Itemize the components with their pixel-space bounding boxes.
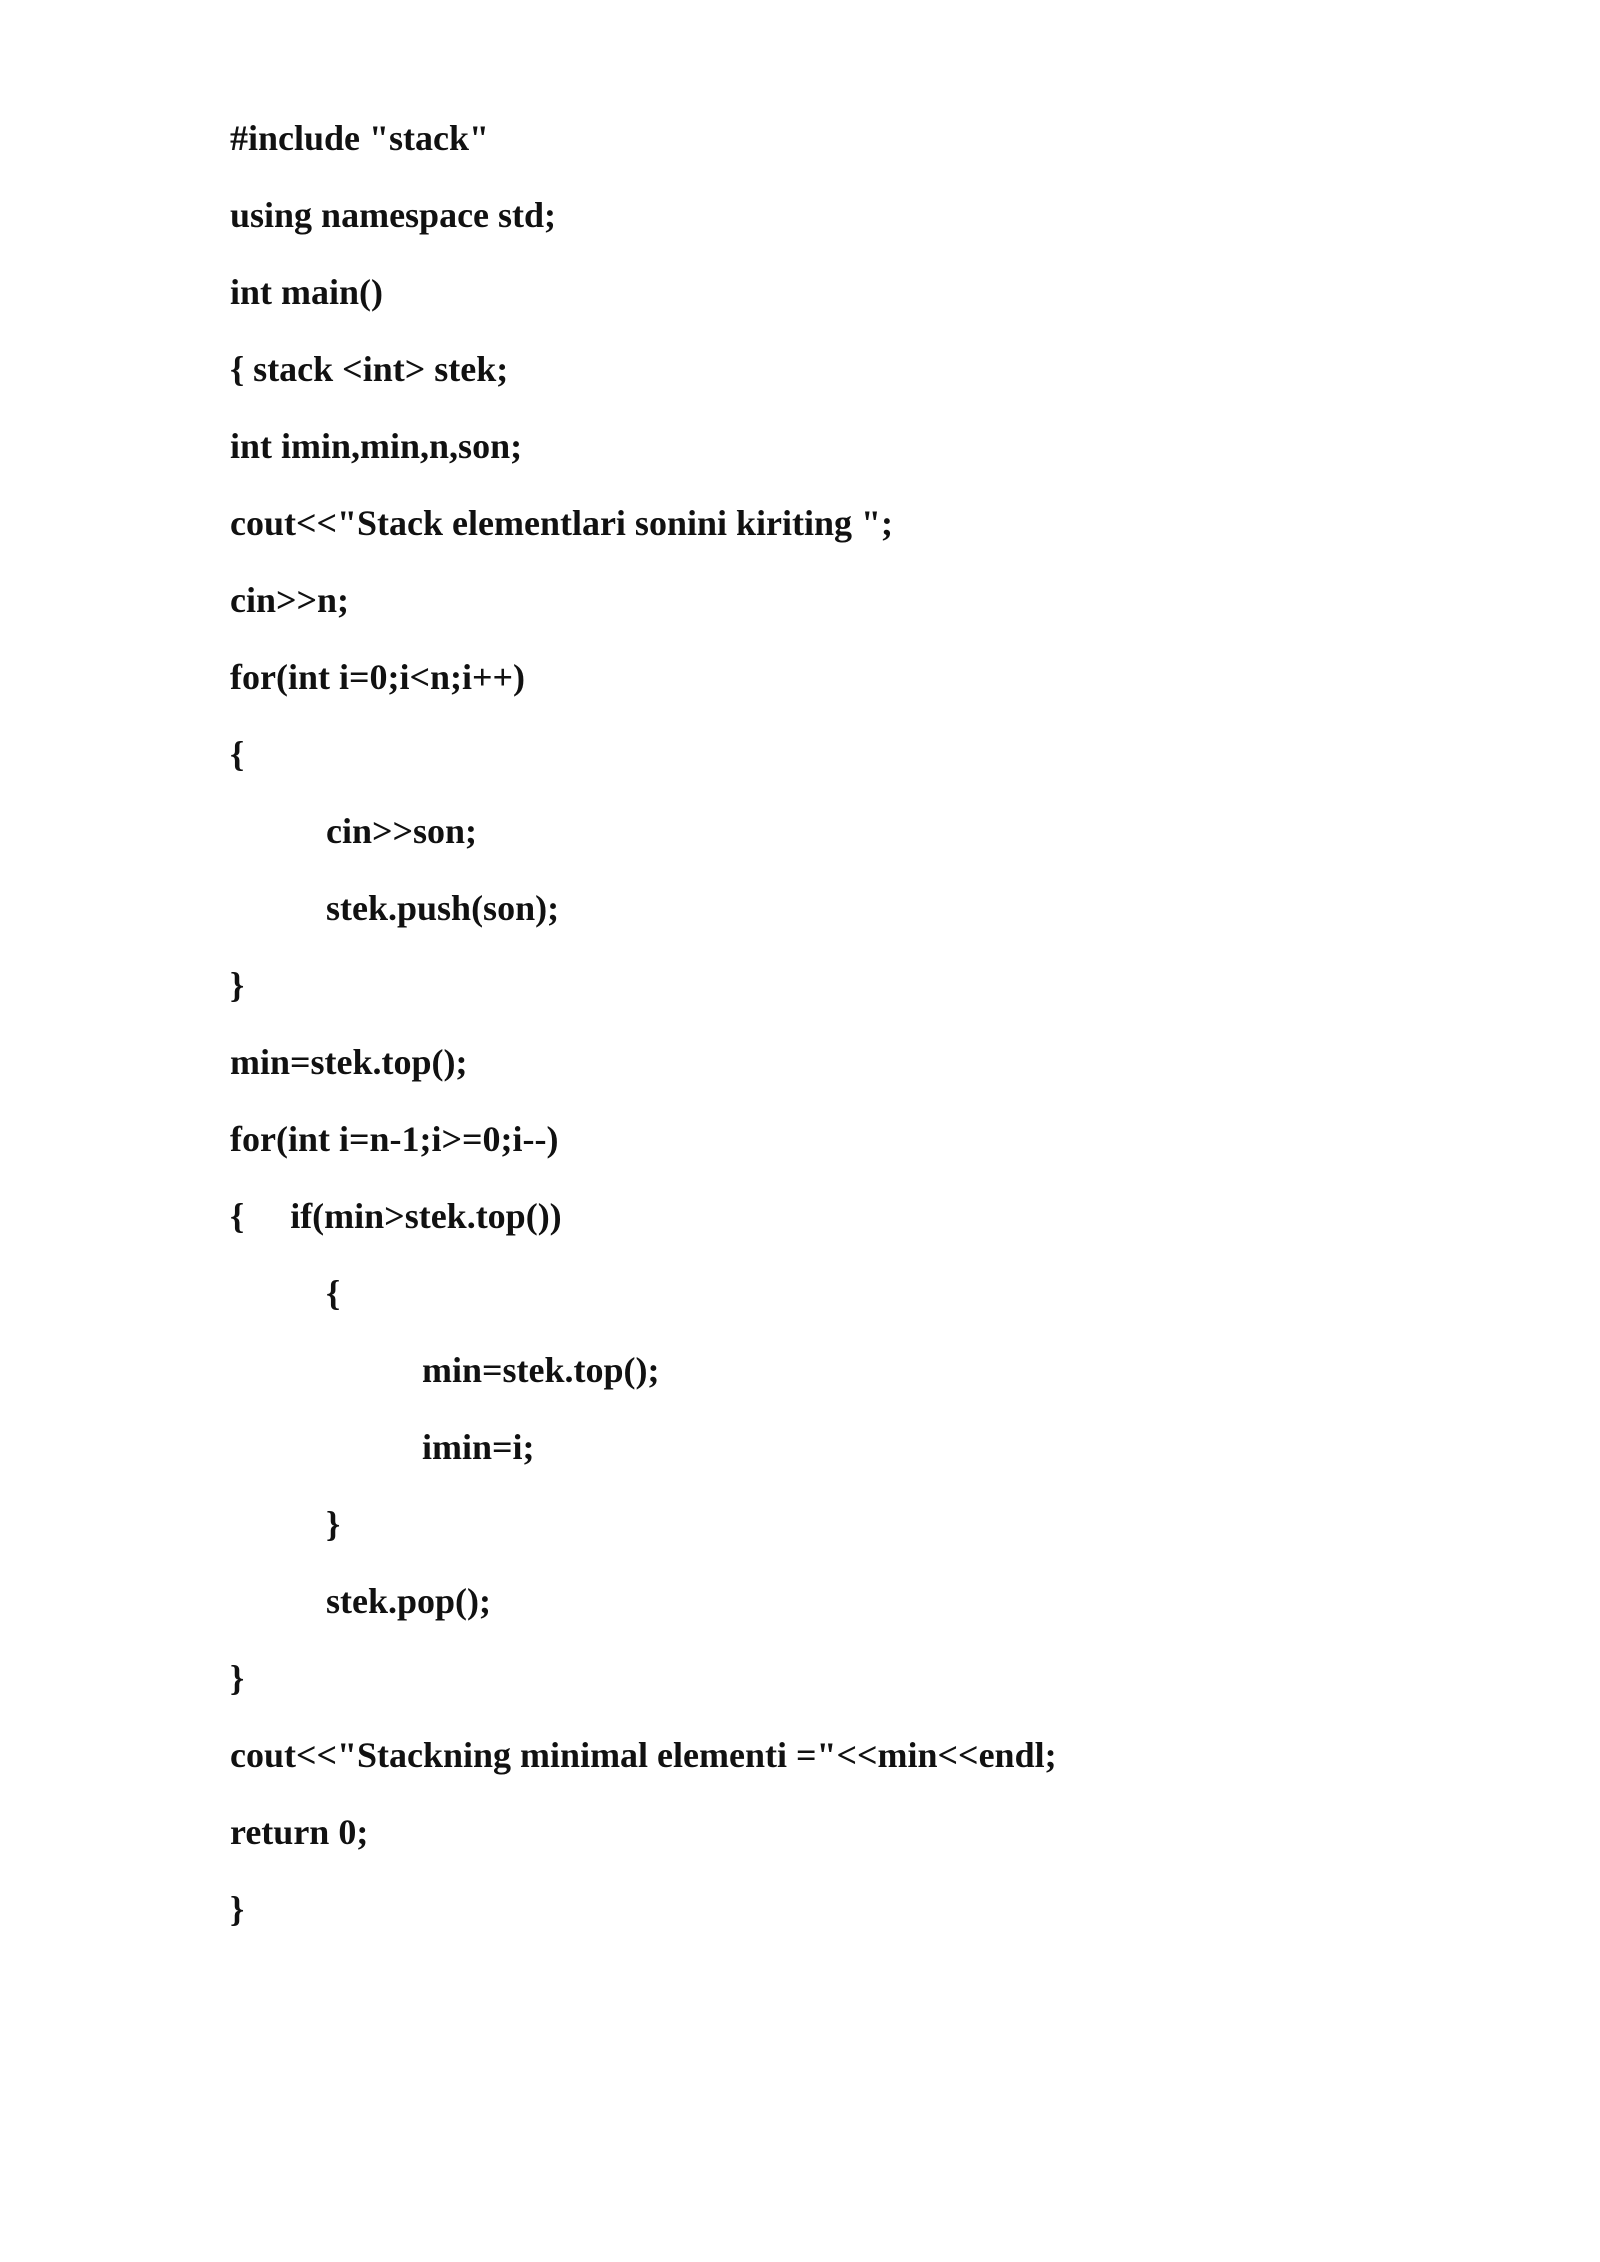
code-line: #include "stack" — [230, 118, 489, 158]
code-line: cout<<"Stackning minimal elementi ="<<min<<endl; — [230, 1735, 1057, 1775]
code-line: } — [230, 965, 245, 1005]
code-line: } — [326, 1504, 341, 1544]
code-line: min=stek.top(); — [230, 1042, 468, 1082]
code-line: int main() — [230, 272, 383, 312]
code-line — [230, 1190, 1057, 1267]
code-line: cin>>son; — [326, 811, 478, 851]
code-statement: if(min>stek.top()) — [290, 1196, 562, 1236]
code-brace: { — [230, 1196, 245, 1236]
code-line: for(int i=n-1;i>=0;i--) — [230, 1119, 559, 1159]
code-line: imin=i; — [422, 1427, 535, 1467]
code-line: stek.pop(); — [326, 1581, 492, 1621]
code-line: { stack <int> stek; — [230, 349, 509, 389]
code-line: } — [230, 1889, 245, 1929]
code-line: using namespace std; — [230, 195, 557, 235]
code-listing — [230, 112, 1057, 1960]
code-line: for(int i=0;i<n;i++) — [230, 657, 526, 697]
code-line: int imin,min,n,son; — [230, 426, 523, 466]
code-line: cin>>n; — [230, 580, 350, 620]
code-line: { — [326, 1273, 341, 1313]
code-line: } — [230, 1658, 245, 1698]
code-line: return 0; — [230, 1812, 369, 1852]
code-line: min=stek.top(); — [422, 1350, 660, 1390]
code-line: { — [230, 734, 245, 774]
code-line: stek.push(son); — [326, 888, 560, 928]
code-line: cout<<"Stack elementlari sonini kiriting "; — [230, 503, 893, 543]
